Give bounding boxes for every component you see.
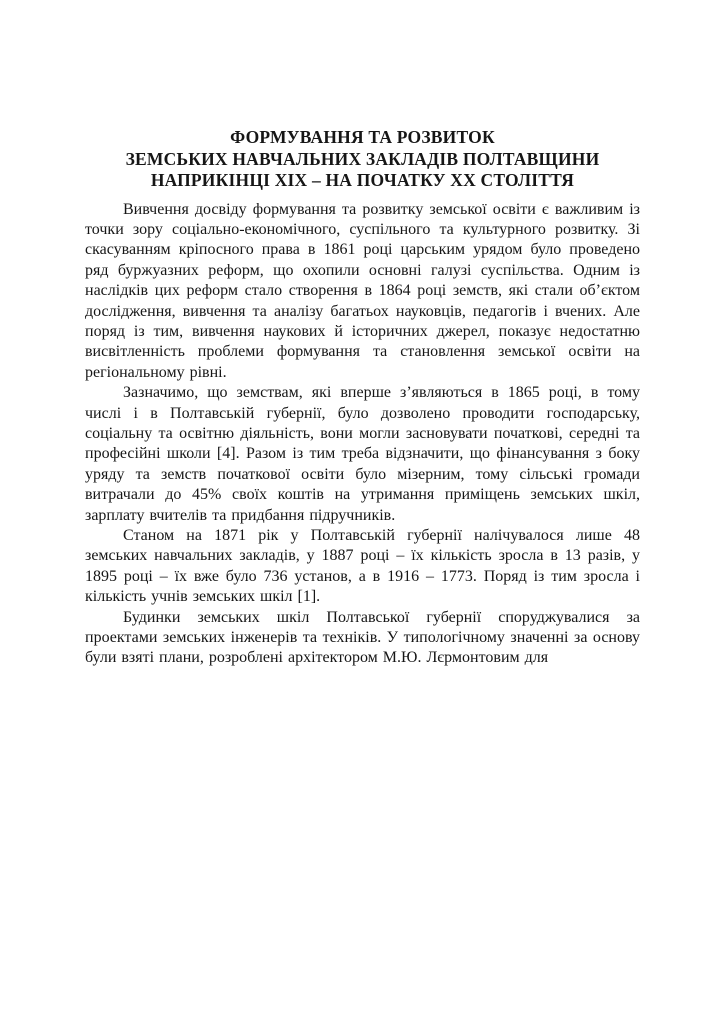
title-line-1: ФОРМУВАННЯ ТА РОЗВИТОК [230, 127, 495, 147]
paragraph-4: Будинки земських шкіл Полтавської губернії споруджувалися за проектами земських інженерів та техніків. У типологічному значенні за основу були взяті плани, розроблені архітектором М.Ю. Лєрмонтовим для [85, 608, 640, 667]
paragraph-1: Вивчення досвіду формування та розвитку земської освіти є важливим із точки зору соціально-економічного, суспільного та культурного розвитку. Зі скасуванням кріпосного права в 1861 році царським урядом було проведено ряд буржуазних реформ, що охопили основні галузі суспільства. Одним із наслідків цих реформ стало створення в 1864 році земств, які стали об’єктом дослідження, вивчення та аналізу багатьох науковців, педагогів і вчених. Але поряд із тим, вивчення наукових й історичних джерел, показує недостатню висвітленність проблеми формування та становлення земської освіти на регіональному рівні. [85, 200, 640, 381]
document-body [85, 200, 640, 669]
title-line-3: НАПРИКІНЦІ XIX – НА ПОЧАТКУ XX СТОЛІТТЯ [150, 170, 575, 190]
paragraph-2: Зазначимо, що земствам, які вперше з’являються в 1865 році, в тому числі і в Полтавській губернії, було дозволено проводити господарську, соціальну та освітню діяльність, вони могли засновувати початкові, середні та професійні школи [4]. Разом із тим треба відзначити, що фінансування з боку уряду та земств початкової освіти було мізерним, тому сільські громади витрачали до 45% своїх коштів на утримання приміщень земських шкіл, зарплату вчителів та придбання підручників. [85, 384, 640, 524]
document-title [85, 127, 640, 192]
title-line-2: ЗЕМСЬКИХ НАВЧАЛЬНИХ ЗАКЛАДІВ ПОЛТАВЩИНИ [125, 148, 600, 169]
paragraph-3: Станом на 1871 рік у Полтавській губернії налічувалося лише 48 земських навчальних закладів, у 1887 році – їх кількість зросла в 13 разів, у 1895 році – їх вже було 736 установ, а в 1916 – 1773. Поряд із тим зросла і кількість учнів земських шкіл [1]. [85, 527, 640, 606]
